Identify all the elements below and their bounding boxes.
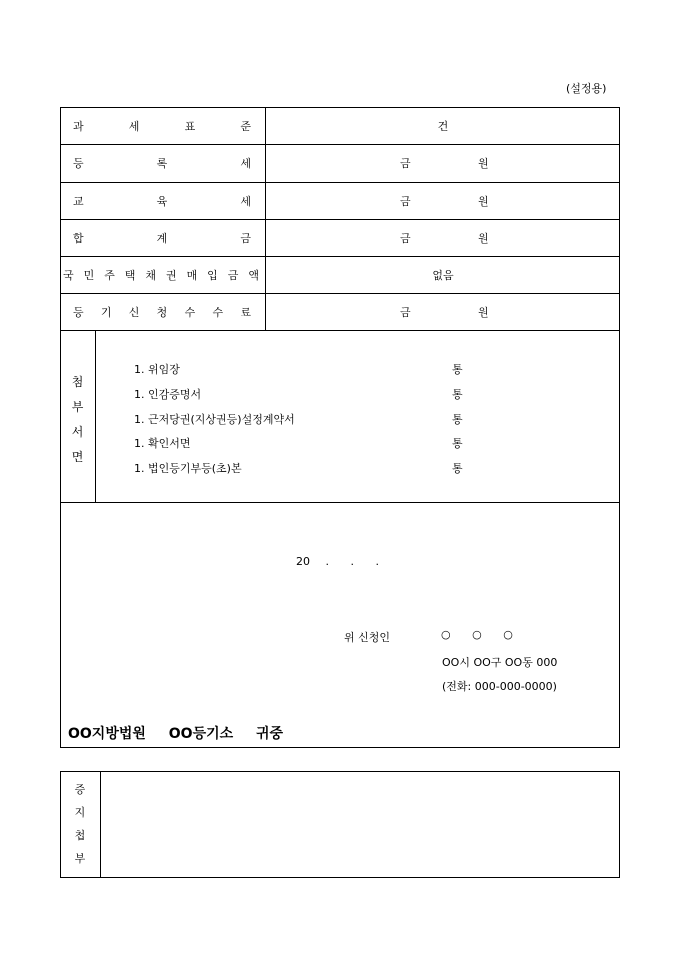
row-label-total: 합 계 금: [73, 231, 251, 245]
row-label-tax-base: 과 세 표 준: [73, 119, 251, 133]
row-value-registration-tax: 금 원: [400, 157, 489, 170]
attachments-label: 첨 부 서 면: [71, 375, 84, 464]
applicant-name-marks: ○ ○ ○: [441, 628, 513, 641]
recipient-line: OO지방법원 OO등기소 귀중: [68, 726, 284, 742]
applicant-address: OO시 OO구 OO동 000: [442, 656, 558, 669]
row-value-total: 금 원: [400, 231, 489, 245]
row-label-registration-tax: 등 록 세: [73, 157, 251, 170]
date-line: 20 . . .: [296, 555, 379, 568]
attachment-unit: 통: [452, 437, 463, 450]
row-value-education-tax: 금 원: [400, 194, 489, 208]
attachment-item: 1. 위임장: [134, 363, 180, 376]
row-value-housing-bond: 없음: [432, 268, 454, 282]
attachment-item: 1. 근저당권(지상권등)설정계약서: [134, 413, 295, 426]
row-label-filing-fee: 등 기 신 청 수 수 료: [73, 305, 251, 319]
attachment-unit: 통: [452, 388, 463, 401]
attachment-unit: 통: [452, 413, 463, 426]
attachment-unit: 통: [452, 462, 463, 475]
attachment-item: 1. 확인서면: [134, 437, 191, 450]
row-label-education-tax: 교 육 세: [73, 194, 251, 208]
applicant-phone: (전화: 000-000-0000): [442, 680, 557, 693]
stamp-area[interactable]: [101, 772, 619, 877]
document-type-label: (설정용): [566, 82, 607, 95]
row-label-housing-bond: 국 민 주 택 채 권 매 입 금 액: [63, 268, 259, 282]
attachment-unit: 통: [452, 363, 463, 376]
attachment-item: 1. 인감증명서: [134, 388, 202, 401]
applicant-label: 위 신청인: [344, 631, 391, 644]
attachment-item: 1. 법인등기부등(초)본: [134, 462, 242, 475]
row-value-filing-fee: 금 원: [400, 305, 489, 319]
row-value-tax-base: 건: [437, 119, 449, 133]
stamp-box-label: 증 지 첩 부: [74, 783, 86, 865]
